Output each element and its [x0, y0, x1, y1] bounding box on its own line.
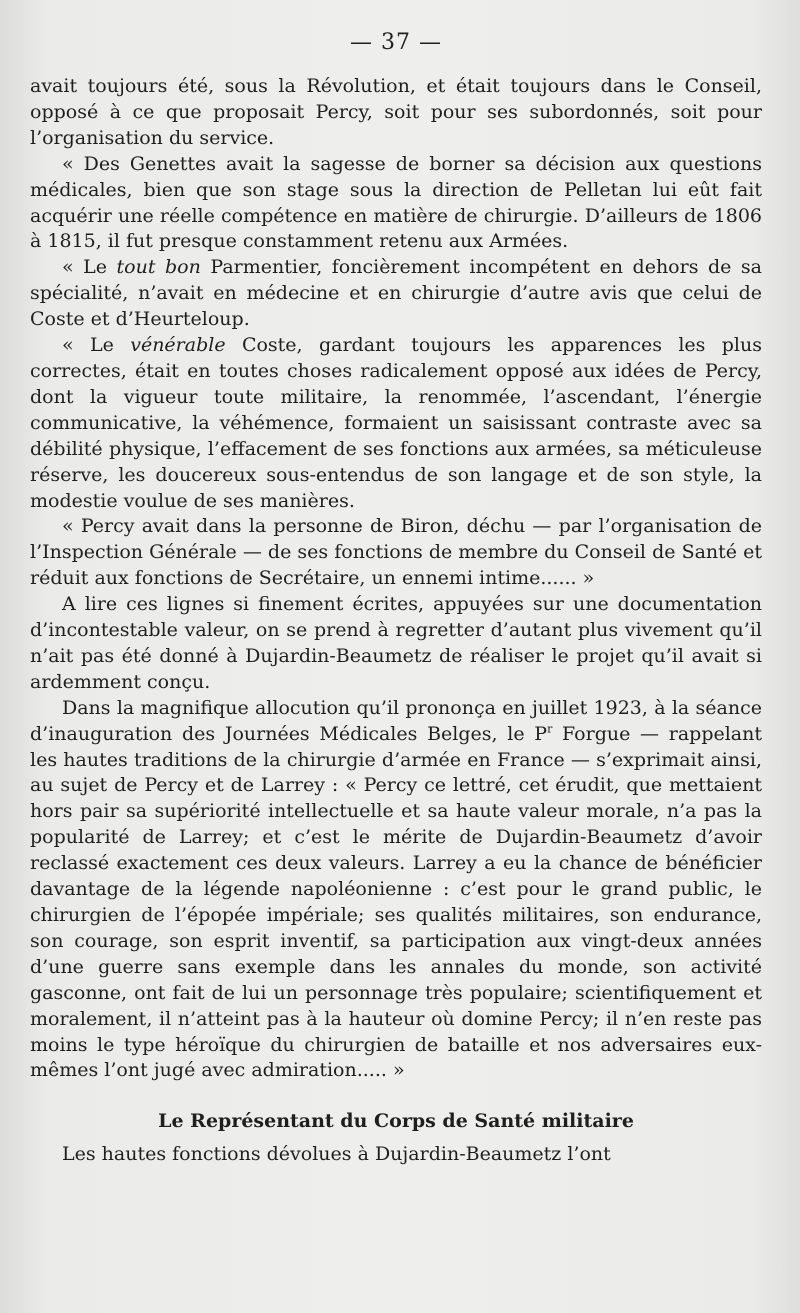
paragraph-text: « Le [62, 334, 131, 357]
emphasis: tout bon [116, 256, 201, 279]
paragraph: A lire ces lignes si finement écrites, appuyées sur une documentation d’incontestable valeur, on se prend à regretter d’autant plus vivement qu’il n’ait pas été donné à Dujardin-Beaumetz de réaliser le projet qu’il avait si ardemment conçu. [30, 593, 762, 693]
page-number: — 37 — [350, 30, 442, 55]
body-text [30, 74, 762, 1084]
emphasis: vénérable [130, 334, 226, 357]
section-heading: Le Représentant du Corps de Santé militaire [158, 1110, 634, 1133]
superscript: r [547, 722, 553, 736]
paragraph-text: Coste, gardant toujours les apparences les plus correctes, était en toutes choses radicalement opposé aux idées de Percy, dont la vigueur toute militaire, la renommée, l’ascendant, l’énergie communicative, la véhémence, formaient un saisissant contraste avec sa débilité physique, l’effacement de ses fonctions aux armées, sa méticuleuse réserve, les doucereux sous-entendus de son langage et de son style, la modestie voulue de ses manières. [30, 334, 762, 512]
paragraph: Les hautes fonctions dévolues à Dujardin-Beaumetz l’ont [62, 1143, 611, 1166]
paragraph-text: Dans la magnifique allocution qu’il prononça en juillet 1923, à la séance d’inauguration des Journées Médicales Belges, le P [30, 696, 762, 745]
paragraph-text: Forgue — rappelant les hautes traditions de la chirurgie d’armée en France — s’exprimait ainsi, au sujet de Percy et de Larrey : « Percy ce lettré, cet érudit, que mettaient hors pair sa supériorité intellectuelle et sa haute valeur morale, n’a pas la popularité de Larrey; et c’est le mérite de Dujardin-Beaumetz d’avoir reclassé exactement ces deux valeurs. Larrey a eu la chance de bénéficier davantage de la légende napoléonienne : c’est pour le grand public, le chirurgien de l’épopée impériale; ses qualités militaires, son endurance, son courage, son esprit inventif, sa participation aux vingt-deux années d’une guerre sans exemple dans les annales du monde, son activité gasconne, ont fait de lui un personnage très populaire; scientifiquement et moralement, il n’atteint pas à la hauteur où domine Percy; il n’en reste pas moins le type héroïque du chirurgien de bataille et nos adversaires eux-mêmes l’ont jugé avec admiration..... » [30, 722, 762, 1082]
paragraph-text: Parmentier, foncièrement incompétent en dehors de sa spécialité, n’avait en médecine et en chirurgie d’autre avis que celui de Coste et d’Heurteloup. [30, 256, 762, 331]
paragraph [30, 333, 762, 514]
paragraph-text: « Le [62, 256, 117, 279]
body-text [30, 1142, 762, 1168]
paragraph: « Des Genettes avait la sagesse de borner sa décision aux questions médicales, bien que son stage sous la direction de Pelletan lui eût fait acquérir une réelle compétence en matière de chirurgie. D’ailleurs de 1806 à 1815, il fut presque constamment retenu aux Armées. [30, 152, 762, 253]
paragraph: avait toujours été, sous la Révolution, et était toujours dans le Conseil, opposé à ce que proposait Percy, soit pour ses subordonnés, soit pour l’organisation du service. [30, 75, 762, 149]
paragraph [30, 255, 762, 333]
paragraph [30, 696, 762, 1085]
paragraph: « Percy avait dans la personne de Biron, déchu — par l’organisation de l’Inspection Générale — de ses fonctions de membre du Conseil de Santé et réduit aux fonctions de Secrétaire, un ennemi intime...... » [30, 515, 762, 590]
